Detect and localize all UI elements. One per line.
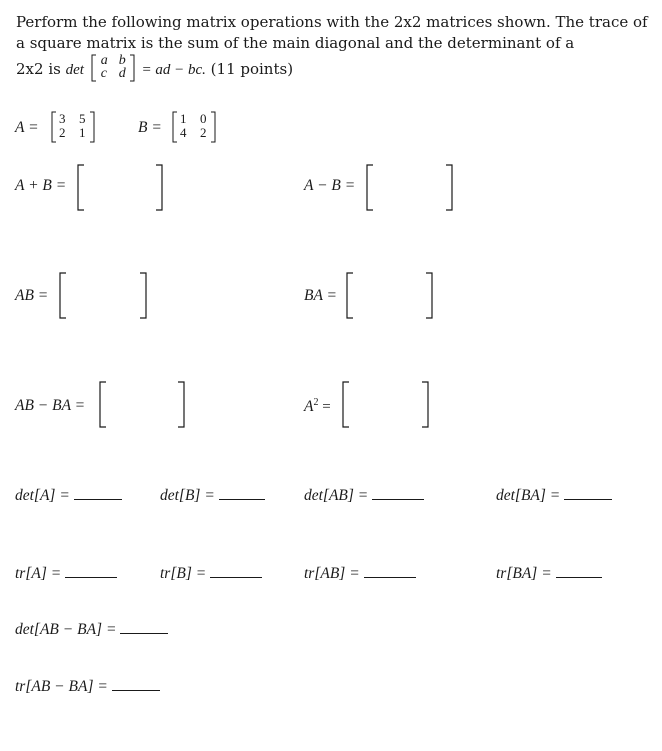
tr-ba-row [496,565,602,583]
matrix-a-cell: 5 [79,111,86,126]
det-b-label: det[B] = [160,487,215,504]
matrix-b-cell: 2 [200,125,207,140]
generic-matrix [91,54,135,82]
det-a-label: det[A] = [15,487,70,504]
tr-ab-blank[interactable] [364,576,416,578]
matrix-a [51,111,97,143]
instructions-2x2: 2x2 is [16,60,61,78]
generic-b: b [118,53,126,68]
tr-ab-row [304,565,416,583]
ba-label: BA = [304,287,337,304]
tr-ba-blank[interactable] [556,576,602,578]
det-word: det [65,62,84,78]
matrix-b-cell: 0 [200,111,207,126]
matrix-a-cell: 2 [59,125,66,140]
matrix-b-cell: 4 [180,125,187,140]
matrix-a-label: A = [15,119,39,136]
tr-b-row [160,565,262,583]
a-minus-b-left-bracket [366,164,374,211]
det-formula: = ad − bc. [141,62,206,78]
matrix-a-right-bracket [89,111,95,143]
tr-b-label: tr[B] = [160,565,207,582]
det-ab-label: det[AB] = [304,487,369,504]
ba-right-bracket [425,272,433,319]
matrix-a-left-bracket [51,111,57,143]
tr-a-row [15,565,117,583]
det-ab-minus-ba-blank[interactable] [120,632,168,634]
tr-b-blank[interactable] [210,576,262,578]
det-ba-blank[interactable] [564,498,612,500]
a-minus-b-label: A − B = [304,177,356,194]
generic-matrix-left-bracket [91,54,97,82]
matrix-b-left-bracket [172,111,178,143]
generic-c: c [100,66,107,81]
instructions-line-3 [16,54,652,82]
generic-a: a [100,53,108,68]
ab-minus-ba-right-bracket [177,381,185,428]
ab-label: AB = [15,287,49,304]
a-plus-b-right-bracket [155,164,163,211]
ba-left-bracket [346,272,354,319]
matrix-b-right-bracket [210,111,216,143]
det-a-blank[interactable] [74,498,122,500]
det-ab-blank[interactable] [372,498,424,500]
det-ab-row [304,487,424,505]
instructions [16,12,652,82]
det-ab-minus-ba-label: det[AB − BA] = [15,621,117,638]
det-a-row [15,487,122,505]
matrix-b [172,111,218,143]
det-ab-minus-ba-row [15,621,168,639]
matrix-a-cell: 1 [79,125,86,140]
tr-ab-minus-ba-blank[interactable] [112,689,160,691]
tr-a-label: tr[A] = [15,565,62,582]
matrix-b-label: B = [138,119,162,136]
a-plus-b-left-bracket [77,164,85,211]
points: (11 points) [210,60,294,78]
det-b-row [160,487,265,505]
a-plus-b-label: A + B = [15,177,67,194]
tr-ab-minus-ba-row [15,678,160,696]
tr-ba-label: tr[BA] = [496,565,552,582]
tr-ab-minus-ba-label: tr[AB − BA] = [15,678,108,695]
a-squared-left-bracket [342,381,350,428]
tr-ab-label: tr[AB] = [304,565,360,582]
ab-right-bracket [139,272,147,319]
tr-a-blank[interactable] [65,576,117,578]
matrix-b-cell: 1 [180,111,187,126]
ab-minus-ba-left-bracket [99,381,107,428]
a-squared-right-bracket [421,381,429,428]
ab-left-bracket [59,272,67,319]
generic-matrix-right-bracket [129,54,135,82]
generic-d: d [118,66,126,81]
matrix-a-cell: 3 [59,111,66,126]
det-ba-row [496,487,612,505]
a-squared-label: $A^2$ = [304,397,331,415]
ab-minus-ba-label: AB − BA = [15,397,86,414]
det-ba-label: det[BA] = [496,487,561,504]
a-squared-exponent: 2 [313,397,319,408]
a-minus-b-right-bracket [445,164,453,211]
instructions-text: Perform the following matrix operations with the 2x2 matrices shown. The trace of a square matrix is the sum of the main diagonal and the determinant of a [16,13,648,52]
det-b-blank[interactable] [219,498,265,500]
